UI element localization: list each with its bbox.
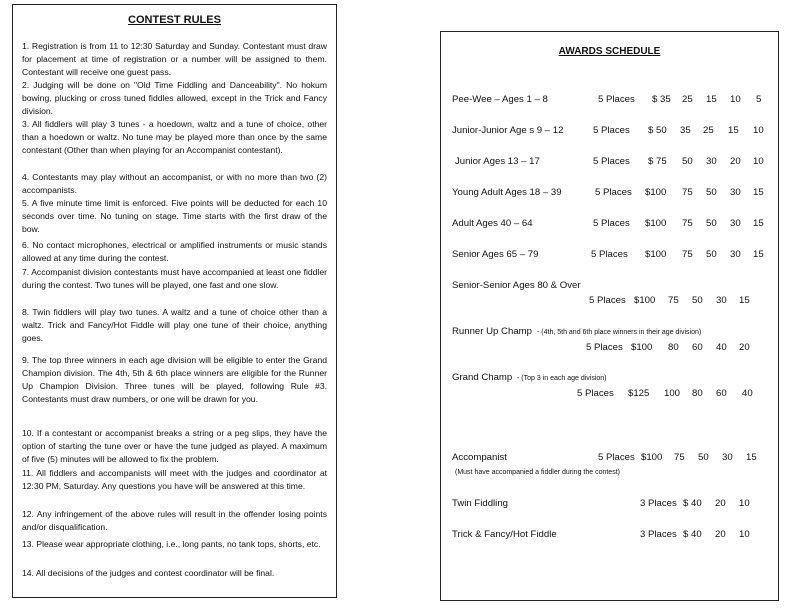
award-places: 5 Places xyxy=(591,249,628,260)
rule-item: 7. Accompanist division contestants must have accompanied at least one fiddler during the contest. Two tunes will be played, one fast and one slow. xyxy=(22,267,327,290)
award-places: 5 Places xyxy=(595,187,632,198)
award-places: 5 Places xyxy=(598,94,635,105)
award-first-prize: $ 35 xyxy=(652,94,671,105)
award-prize: 75 xyxy=(682,249,693,260)
rule-item: 10. If a contestant or accompanist breaks a string or a peg slips, they have the option of starting the tune over or have the tune judged as played. A maximum of five (5) minutes will be allowed to fix the problem. xyxy=(22,428,327,464)
award-prize: 20 xyxy=(739,342,750,353)
rule-item: 3. All fiddlers will play 3 tunes - a hoedown, waltz and a tune of choice, other than a hoedown or waltz. No tune may be played more than once by the same contestant (Other than when playing for an Accompanist contestant). xyxy=(22,119,327,155)
award-prize: 75 xyxy=(682,187,693,198)
rule-item: 14. All decisions of the judges and contest coordinator will be final. xyxy=(22,568,275,578)
award-row xyxy=(452,280,772,294)
award-prize: 35 xyxy=(680,125,691,136)
rule-item: 1. Registration is from 11 to 12:30 Saturday and Sunday. Contestant must draw for placement at time of registration or a number will be assigned to them. Contestant will receive one guest pass. xyxy=(22,41,327,77)
award-first-prize: $100 xyxy=(645,218,667,229)
award-prize: 10 xyxy=(739,498,750,509)
award-places: 5 Places xyxy=(593,125,630,136)
rule-item: 9. The top three winners in each age division will be eligible to enter the Grand Champion division. The 4th, 5th & 6th place winners are eligible for the Runner Up Champion Division. Three tunes will be played, following Rule #3. Contestants must draw numbers, or one will be drawn for you. xyxy=(22,355,327,404)
award-prize: 40 xyxy=(742,388,753,399)
award-division: Accompanist xyxy=(452,452,507,463)
rule-item: 5. A five minute time limit is enforced. Five points will be deducted for each 10 seconds over time. No tuning on stage. Time starts with the first draw of the bow. xyxy=(22,198,327,234)
award-first-prize: $ 40 xyxy=(683,498,702,509)
award-row xyxy=(452,498,772,512)
award-row xyxy=(452,218,772,232)
award-prize: 10 xyxy=(739,529,750,540)
award-row xyxy=(452,529,772,543)
contest-rules-title: CONTEST RULES xyxy=(128,14,221,26)
award-prize: 30 xyxy=(706,156,717,167)
award-division: Adult Ages 40 – 64 xyxy=(452,218,533,229)
award-first-prize: $ 75 xyxy=(648,156,667,167)
award-prize: 50 xyxy=(698,452,709,463)
rule-item: 2. Judging will be done on "Old Time Fiddling and Danceability". No hokum bowing, plucking or cross tuned fiddles allowed, except in the Trick and Fancy division. xyxy=(22,80,327,116)
award-prize: 30 xyxy=(730,218,741,229)
award-row xyxy=(452,452,772,466)
award-row xyxy=(452,187,772,201)
award-row xyxy=(452,249,772,263)
award-division: Young Adult Ages 18 – 39 xyxy=(452,187,562,198)
award-prize: 40 xyxy=(716,342,727,353)
rule-item: 11. All fiddlers and accompanists will meet with the judges and coordinator at 12:30 PM, Saturday. Any questions you have will be answered at this time. xyxy=(22,468,327,491)
award-division: Grand Champ xyxy=(452,372,513,383)
award-division: Senior-Senior Ages 80 & Over xyxy=(452,280,581,291)
award-note: (Must have accompanied a fiddler during the contest) xyxy=(455,469,620,476)
award-prize: 30 xyxy=(730,249,741,260)
award-prize: 80 xyxy=(692,388,703,399)
award-note: - (4th, 5th and 6th place winners in their age division) xyxy=(537,329,702,336)
award-places: 5 Places xyxy=(593,156,630,167)
award-division: Pee-Wee – Ages 1 – 8 xyxy=(452,94,548,105)
award-division: Junior-Junior Age s 9 – 12 xyxy=(452,125,564,136)
award-prize: 25 xyxy=(703,125,714,136)
award-prize: 100 xyxy=(664,388,681,399)
award-prize: 10 xyxy=(730,94,741,105)
award-prize: 30 xyxy=(730,187,741,198)
award-places: 5 Places xyxy=(577,388,614,399)
award-prize: 50 xyxy=(692,295,703,306)
award-places: 5 Places xyxy=(589,295,626,306)
award-prize: 20 xyxy=(730,156,741,167)
award-prize: 75 xyxy=(674,452,685,463)
award-prize: 50 xyxy=(682,156,693,167)
award-prize: 50 xyxy=(706,218,717,229)
award-prize: 20 xyxy=(715,498,726,509)
award-prize: 50 xyxy=(706,187,717,198)
award-row-values xyxy=(452,388,772,402)
award-prize: 25 xyxy=(682,94,693,105)
award-first-prize: $ 50 xyxy=(648,125,667,136)
award-places: 5 Places xyxy=(598,452,635,463)
award-row xyxy=(452,372,772,386)
award-places: 3 Places xyxy=(640,498,677,509)
rule-item: 4. Contestants may play without an accompanist, or with no more than two (2) accompanists. xyxy=(22,172,327,195)
award-places: 3 Places xyxy=(640,529,677,540)
award-prize: 15 xyxy=(753,249,764,260)
award-places: 5 Places xyxy=(586,342,623,353)
award-prize: 50 xyxy=(706,249,717,260)
award-division: Runner Up Champ xyxy=(452,326,532,337)
contest-rules-panel xyxy=(12,4,337,598)
award-prize: 60 xyxy=(692,342,703,353)
award-prize: 5 xyxy=(756,94,762,105)
award-note: - (Top 3 in each age division) xyxy=(517,375,607,382)
rule-item: 13. Please wear appropriate clothing, i.e., long pants, no tank tops, shorts, etc. xyxy=(22,539,321,549)
award-row xyxy=(452,156,772,170)
rule-item: 12. Any infringement of the above rules will result in the offender losing points and/or disqualification. xyxy=(22,509,327,532)
award-first-prize: $100 xyxy=(645,249,667,260)
award-prize: 20 xyxy=(715,529,726,540)
award-prize: 10 xyxy=(753,156,764,167)
awards-schedule-panel xyxy=(440,31,779,601)
rule-item: 8. Twin fiddlers will play two tunes. A waltz and a tune of choice other than a waltz. Trick and Fancy/Hot Fiddle will play one tune of their choice, anything goes. xyxy=(22,307,327,343)
award-division: Trick & Fancy/Hot Fiddle xyxy=(452,529,557,540)
award-first-prize: $ 40 xyxy=(683,529,702,540)
award-prize: 15 xyxy=(728,125,739,136)
award-prize: 15 xyxy=(753,218,764,229)
award-places: 5 Places xyxy=(593,218,630,229)
award-first-prize: $100 xyxy=(631,342,653,353)
award-division: Junior Ages 13 – 17 xyxy=(455,156,540,167)
award-prize: 80 xyxy=(668,342,679,353)
award-row xyxy=(452,94,772,108)
awards-schedule-title: AWARDS SCHEDULE xyxy=(558,46,661,57)
award-prize: 75 xyxy=(682,218,693,229)
award-prize: 10 xyxy=(753,125,764,136)
award-prize: 30 xyxy=(716,295,727,306)
award-prize: 75 xyxy=(668,295,679,306)
award-prize: 60 xyxy=(716,388,727,399)
award-first-prize: $100 xyxy=(645,187,667,198)
award-prize: 15 xyxy=(739,295,750,306)
award-first-prize: $100 xyxy=(634,295,656,306)
award-first-prize: $100 xyxy=(641,452,663,463)
award-row-values xyxy=(452,342,772,356)
award-division: Senior Ages 65 – 79 xyxy=(452,249,539,260)
rule-item: 6. No contact microphones, electrical or amplified instruments or music stands allowed at any time during the contest. xyxy=(22,240,327,263)
award-prize: 15 xyxy=(706,94,717,105)
award-row-values xyxy=(452,295,772,309)
award-prize: 15 xyxy=(753,187,764,198)
award-prize: 30 xyxy=(722,452,733,463)
award-division: Twin Fiddling xyxy=(452,498,508,509)
award-prize: 15 xyxy=(746,452,757,463)
award-row xyxy=(452,125,772,139)
award-first-prize: $125 xyxy=(628,388,650,399)
